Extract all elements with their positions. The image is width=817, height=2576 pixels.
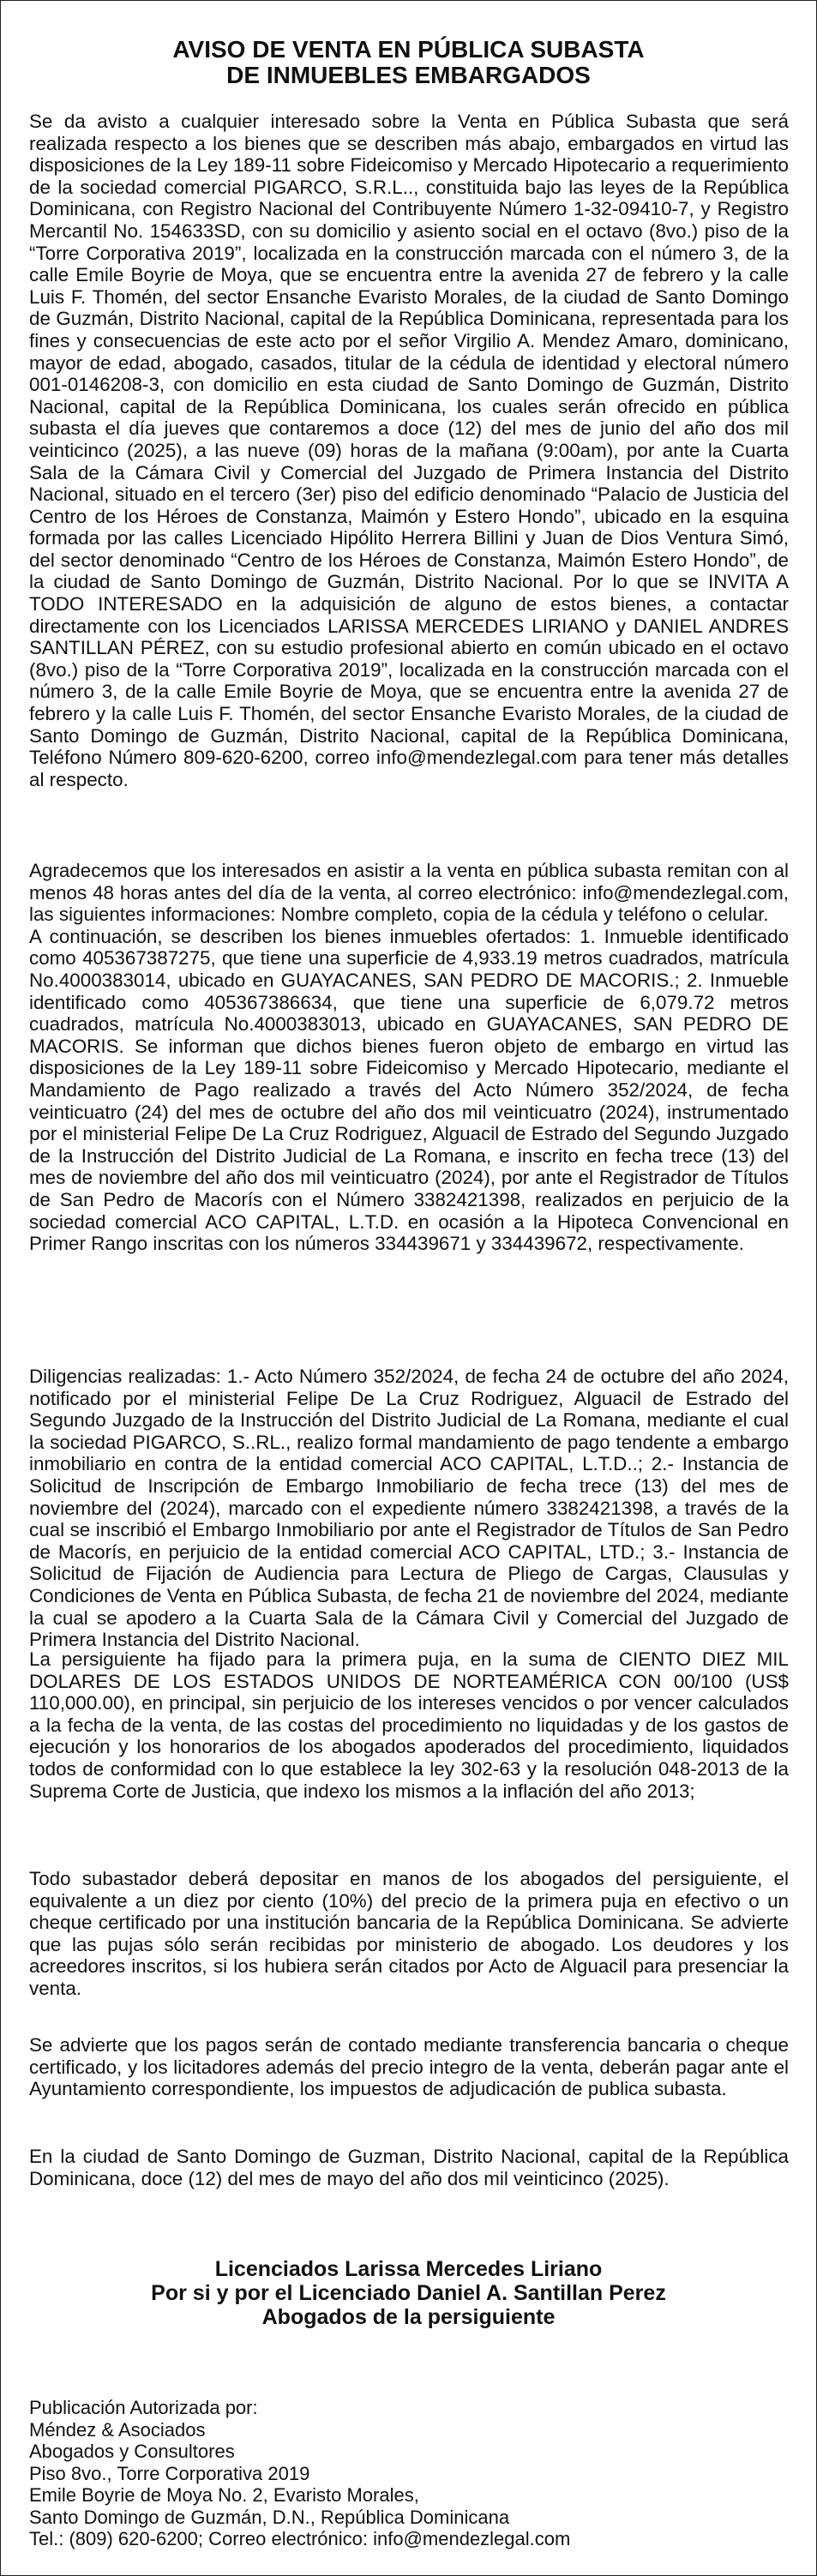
paragraph-first-bid: La persiguiente ha fijado para la primera puja, en la suma de CIENTO DIEZ MIL DOLARES DE LOS ESTADOS UNIDOS DE NORTEAMÉRICA CON 00/100 (US$ 110,000.00), en principal, sin perjuicio de los intereses vencidos o por vencer calculados a la fecha de la venta, de las costas del procedimiento no liquidadas y de los gastos de ejecución y los honorarios de los abogados apoderados del procedimiento, liquidados todos de conformidad con lo que establece la ley 302-63 y la resolución 048-2013 de la Suprema Corte de Justicia, que indexo los mismos a la inflación del año 2013; [29, 1648, 789, 1802]
paragraph-properties-description: A continuación, se describen los bienes inmuebles ofertados: 1. Inmueble identificado como 405367387275, que tiene una superficie de 4,933.19 metros cuadrados, matrícula No.4000383014, ubicado en GUAYACANES, SAN PEDRO DE MACORIS.; 2. Inmueble identificado como 405367386634, que tiene una superficie de 6,079.72 metros cuadrados, matrícula No.4000383013, ubicado en GUAYACANES, SAN PEDRO DE MACORIS. Se informan que dichos bienes fueron objeto de embargo en virtud las disposiciones de la Ley 189-11 sobre Fideicomiso y Mercado Hipotecario, mediante el Mandamiento de Pago realizado a través del Acto Número 352/2024, de fecha veinticuatro (24) del mes de octubre del año dos mil veinticuatro (2024), instrumentado por el ministerial Felipe De La Cruz Rodriguez, Alguacil de Estrado del Segundo Juzgado de la Instrucción del Distrito Judicial de La Romana, e inscrito en fecha trece (13) del mes de noviembre del año dos mil veinticuatro (2024), por ante el Registrador de Títulos de San Pedro de Macorís con el Número 3382421398, realizados en perjuicio de la sociedad comercial ACO CAPITAL, L.T.D. en ocasión a la Hipoteca Convencional en Primer Rango inscritas con los números 334439671 y 334439672, respectivamente. [29, 925, 789, 1255]
publication-line-6: Santo Domingo de Guzmán, D.N., República Dominicana [29, 2506, 510, 2528]
publication-line-4: Piso 8vo., Torre Corporativa 2019 [29, 2462, 310, 2484]
notice-title-line-1: AVISO DE VENTA EN PÚBLICA SUBASTA [172, 36, 645, 63]
signature-line-1: Licenciados Larissa Mercedes Liriano [214, 2257, 603, 2281]
publication-block [29, 2397, 789, 2550]
notice-body-deposit [29, 1868, 789, 2000]
notice-body-properties [29, 860, 789, 1255]
publication-line-3: Abogados y Consultores [29, 2441, 235, 2462]
notice-body-proceedings [29, 1366, 789, 1651]
publication-line-2: Méndez & Asociados [29, 2418, 206, 2441]
signature-block [1, 2257, 816, 2329]
signature-line-2: Por si y por el Licenciado Daniel A. Santillan Perez [151, 2281, 666, 2305]
notice-body-payment [29, 2034, 789, 2100]
paragraph-payment: Se advierte que los pagos serán de contado mediante transferencia bancaria o cheque certificado, y los licitadores además del precio integro de la venta, deberán pagar ante el Ayuntamiento correspondiente, los impuestos de adjudicación de publica subasta. [29, 2034, 789, 2100]
publication-line-7: Tel.: (809) 620-6200; Correo electrónico: info@mendezlegal.com [29, 2528, 571, 2549]
publication-line-1: Publicación Autorizada por: [29, 2397, 258, 2418]
notice-body-first-bid [29, 1648, 789, 1802]
paragraph-deposit: Todo subastador deberá depositar en manos de los abogados del persiguiente, el equivalente a un diez por ciento (10%) del precio de la primera puja en efectivo o un cheque certificado por una institución bancaria de la República Dominicana. Se advierte que las pujas sólo serán recibidas por ministerio de abogado. Los deudores y los acreedores inscritos, si los hubiera serán citados por Acto de Alguacil para presenciar la venta. [29, 1868, 789, 1999]
notice-title-line-2: DE INMUEBLES EMBARGADOS [226, 62, 591, 88]
notice-body-place-date [29, 2146, 789, 2189]
paragraph-auction-announcement: Se da avisto a cualquier interesado sobre la Venta en Pública Subasta que será realizada respecto a los bienes que se describen más abajo, embargados en virtud las disposiciones de la Ley 189-11 sobre Fideicomiso y Mercado Hipotecario a requerimiento de la sociedad comercial PIGARCO, S.R.L.., constituida bajo las leyes de la República Dominicana, con Registro Nacional del Contribuyente Número 1-32-09410-7, y Registro Mercantil No. 154633SD, con su domicilio y asiento social en el octavo (8vo.) piso de la “Torre Corporativa 2019”, localizada en la construcción marcada con el número 3, de la calle Emile Boyrie de Moya, que se encuentra entre la avenida 27 de febrero y la calle Luis F. Thomén, del sector Ensanche Evaristo Morales, de la ciudad de Santo Domingo de Guzmán, Distrito Nacional, capital de la República Dominicana, representada para los fines y consecuencias de este acto por el señor Virgilio A. Mendez Amaro, dominicano, mayor de edad, abogado, casados, titular de la cédula de identidad y electoral número 001-0146208-3, con domicilio en esta ciudad de Santo Domingo de Guzmán, Distrito Nacional, capital de la República Dominicana, los cuales serán ofrecido en pública subasta el día jueves que contaremos a doce (12) del mes de junio del año dos mil veinticinco (2025), a las nueve (09) horas de la mañana (9:00am), por ante la Cuarta Sala de la Cámara Civil y Comercial del Juzgado de Primera Instancia del Distrito Nacional, situado en el tercero (3er) piso del edificio denominado “Palacio de Justicia del Centro de los Héroes de Constanza, Maimón y Estero Hondo”, ubicado en la esquina formada por las calles Licenciado Hipólito Herrera Billini y Juan de Dios Ventura Simó, del sector denominado “Centro de los Héroes de Constanza, Maimón Estero Hondo”, de la ciudad de Santo Domingo de Guzmán, Distrito Nacional. Por lo que se INVITA A TODO INTERESADO en la adquisición de alguno de estos bienes, a contactar directamente con los Licenciados LARISSA MERCEDES LIRIANO y DANIEL ANDRES SANTILLAN PÉREZ, con su estudio profesional abierto en común ubicado en el octavo (8vo.) piso de la “Torre Corporativa 2019”, localizada en la construcción marcada con el número 3, de la calle Emile Boyrie de Moya, que se encuentra entre la avenida 27 de febrero y la calle Luis F. Thomén, del sector Ensanche Evaristo Morales, de la ciudad de Santo Domingo de Guzmán, Distrito Nacional, capital de la República Dominicana, Teléfono Número 809-620-6200, correo info@mendezlegal.com para tener más detalles al respecto. [29, 111, 789, 790]
paragraph-attendance-request: Agradecemos que los interesados en asistir a la venta en pública subasta remitan con al menos 48 horas antes del día de la venta, al correo electrónico: info@mendezlegal.com, las siguientes informaciones: Nombre completo, copia de la cédula y teléfono o celular. [29, 860, 789, 926]
notice-body [29, 111, 789, 790]
notice-title [1, 37, 816, 88]
paragraph-proceedings: Diligencias realizadas: 1.- Acto Número 352/2024, de fecha 24 de octubre del año 2024, notificado por el ministerial Felipe De La Cruz Rodriguez, Alguacil de Estrado del Segundo Juzgado de la Instrucción del Distrito Judicial de La Romana, mediante el cual la sociedad PIGARCO, S..RL., realizo formal mandamiento de pago tendente a embargo inmobiliario en contra de la entidad comercial ACO CAPITAL, L.T.D..; 2.- Instancia de Solicitud de Inscripción de Embargo Inmobiliario de fecha trece (13) del mes de noviembre del (2024), marcado con el expediente número 3382421398, a través de la cual se inscribió el Embargo Inmobiliario por ante el Registrador de Títulos de San Pedro de Macorís, en perjuicio de la entidad comercial ACO CAPITAL, LTD.; 3.- Instancia de Solicitud de Fijación de Audiencia para Lectura de Pliego de Cargas, Clausulas y Condiciones de Venta en Pública Subasta, de fecha 21 de noviembre del 2024, mediante la cual se apodero a la Cuarta Sala de la Cámara Civil y Comercial del Juzgado de Primera Instancia del Distrito Nacional. [29, 1366, 789, 1651]
publication-line-5: Emile Boyrie de Moya No. 2, Evaristo Morales, [29, 2484, 419, 2506]
paragraph-place-date: En la ciudad de Santo Domingo de Guzman, Distrito Nacional, capital de la República Dominicana, doce (12) del mes de mayo del año dos mil veinticinco (2025). [29, 2146, 789, 2189]
signature-line-3: Abogados de la persiguiente [261, 2305, 556, 2329]
